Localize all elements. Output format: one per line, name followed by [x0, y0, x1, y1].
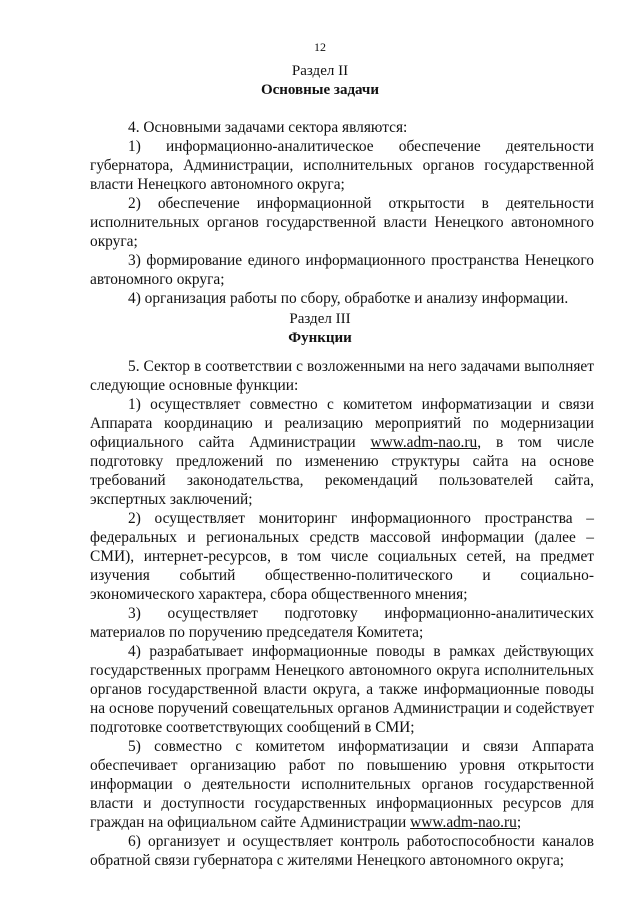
paragraph-text: 5) совместно с комитетом информатизации и связи Аппарата обеспечивает организацию работ по повышению уровня открытости информации о деятельности исполнительных органов государственной власти и доступности государственных информационных ресурсов для граждан на официальном сайте Администрации — [90, 738, 594, 831]
paragraph: 6) организует и осуществляет контроль работоспособности каналов обратной связи губернатора с жителями Ненецкого автономного округа; — [90, 833, 594, 869]
paragraph-text: , в том числе подготовку предложений по изменению структуры сайта на основе требований законодательства, рекомендаций пользователей сайта, экспертных заключений; — [90, 434, 594, 508]
section-2-title: Основные задачи — [260, 82, 380, 98]
section-3-title: Функции — [288, 330, 352, 346]
paragraph — [90, 737, 594, 832]
paragraph-text: ; — [516, 814, 522, 831]
paragraph: 4) организация работы по сбору, обработке и анализу информации. — [128, 290, 569, 307]
section-2-heading: Раздел II — [291, 63, 349, 79]
paragraph: 4. Основными задачами сектора являются: — [128, 119, 408, 136]
paragraph: 3) формирование единого информационного пространства Ненецкого автономного округа; — [90, 252, 594, 288]
paragraph-text: 1) осуществляет совместно с комитетом информатизации и связи Аппарата координацию и реализацию мероприятий по модернизации официального сайта Администрации — [90, 396, 594, 451]
section-3-body — [90, 357, 594, 870]
website-link[interactable]: www.adm-nao.ru — [370, 434, 478, 451]
website-link[interactable]: www.adm-nao.ru — [410, 814, 517, 831]
paragraph: 2) обеспечение информационной открытости в деятельности исполнительных органов государственной власти Ненецкого автономного округа; — [90, 195, 594, 250]
section-3-heading: Раздел III — [289, 311, 351, 327]
section-3-heading-block — [0, 310, 640, 348]
paragraph: 4) разрабатывает информационные поводы в рамках действующих государственных программ Ненецкого автономного округа исполнительных органов государственной власти округа, а также информационные поводы на основе поручений совещательных органов Администрации и содействует подготовке соответствующих сообщений в СМИ; — [90, 643, 594, 736]
paragraph: 5. Сектор в соответствии с возложенными на него задачами выполняет следующие основные функции: — [90, 358, 594, 394]
section-2-body — [90, 118, 594, 308]
paragraph: 1) информационно-аналитическое обеспечение деятельности губернатора, Администрации, исполнительных органов государственной власти Ненецкого автономного округа; — [90, 138, 594, 193]
paragraph — [90, 395, 594, 509]
paragraph: 2) осуществляет мониторинг информационного пространства – федеральных и региональных средств массовой информации (далее – СМИ), интернет-ресурсов, в том числе социальных сетей, на предмет изучения событий общественно-политического и социально-экономического характера, сбора общественного мнения; — [90, 510, 594, 603]
page-number: 12 — [314, 40, 326, 54]
section-2-heading-block — [0, 62, 640, 100]
paragraph: 3) осуществляет подготовку информационно-аналитических материалов по поручению председателя Комитета; — [90, 605, 594, 641]
